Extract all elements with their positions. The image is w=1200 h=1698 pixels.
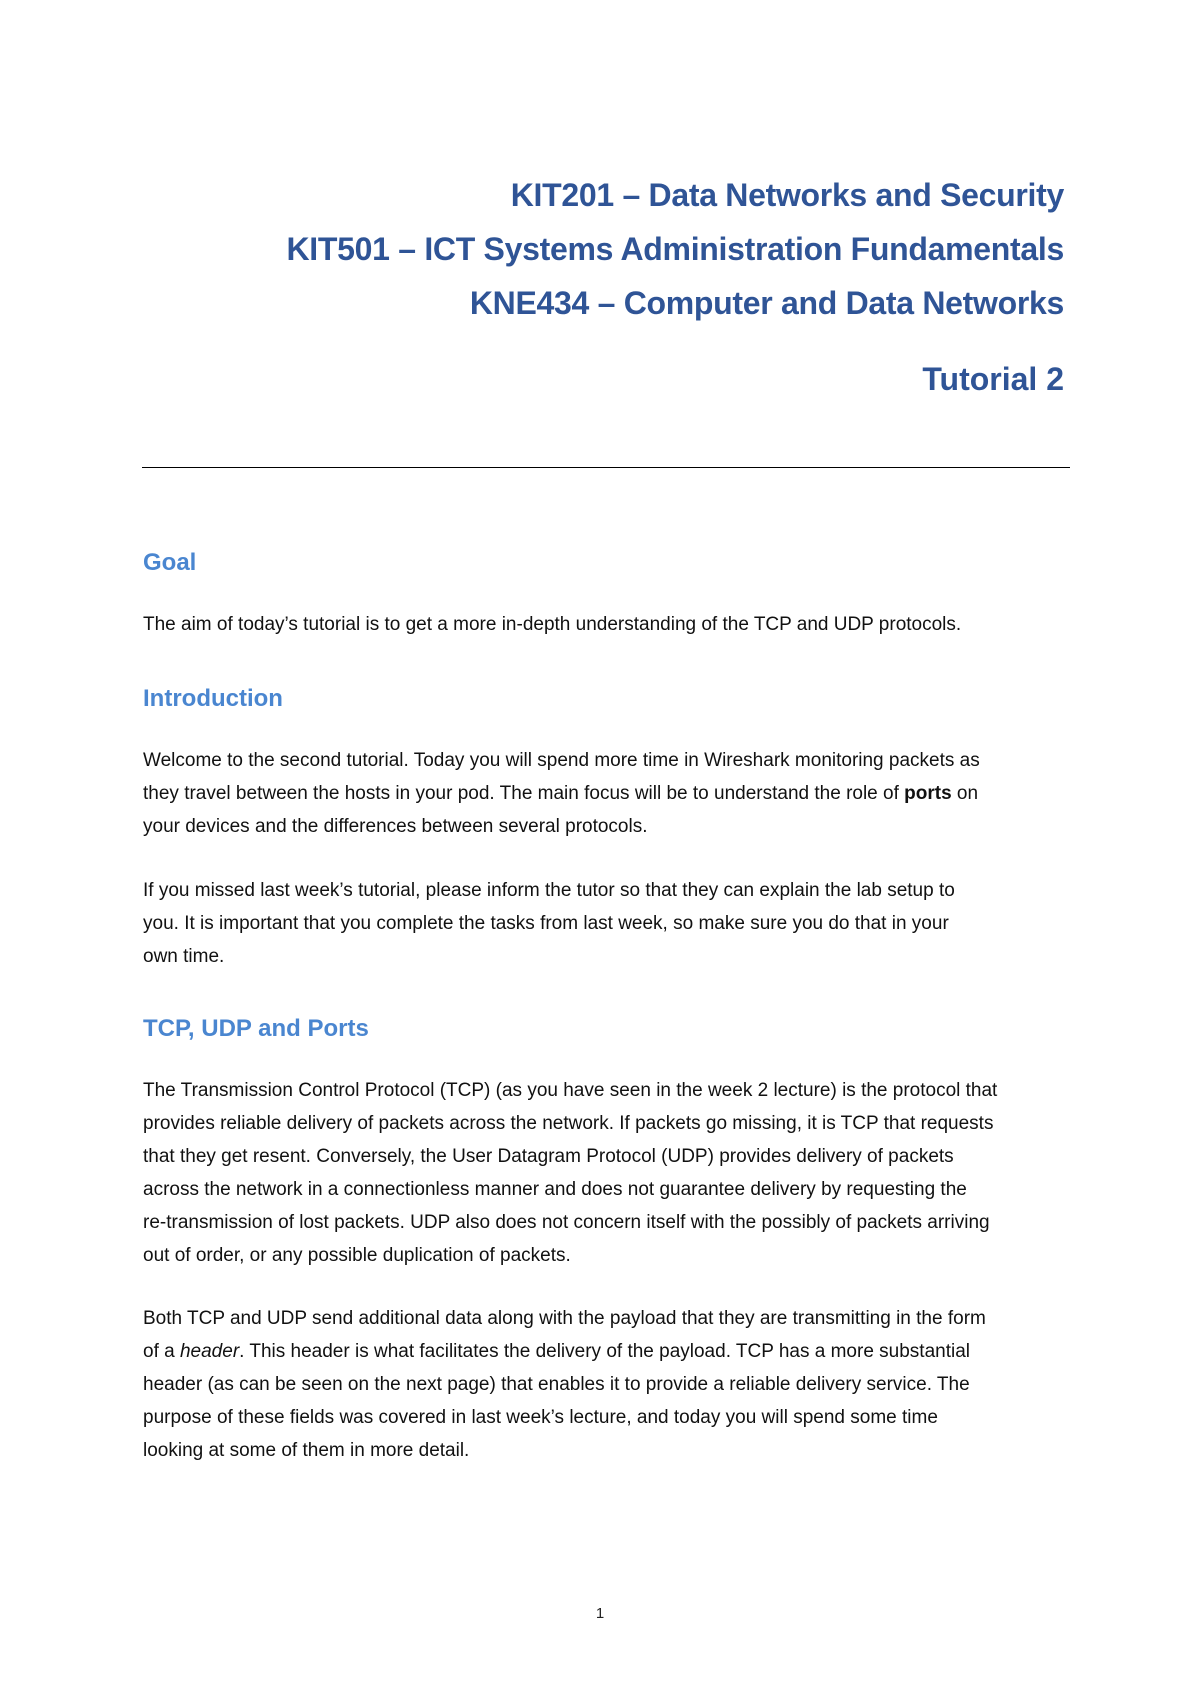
tcp-udp-paragraph-2 <box>143 1302 1073 1467</box>
paragraph-line: Welcome to the second tutorial. Today you will spend more time in Wireshark monitoring packets as <box>143 750 980 771</box>
paragraph-line: header (as can be seen on the next page) that enables it to provide a reliable delivery service. The <box>143 1374 970 1395</box>
header-keyword: header <box>179 1341 240 1362</box>
goal-text: The aim of today’s tutorial is to get a more in-depth understanding of the TCP and UDP protocols. <box>143 614 962 635</box>
ports-keyword: ports <box>904 783 952 804</box>
text-run: they travel between the hosts in your pod. The main focus will be to understand the role of <box>143 783 905 804</box>
paragraph-line: looking at some of them in more detail. <box>143 1440 470 1461</box>
paragraph-line: provides reliable delivery of packets across the network. If packets go missing, it is TCP that requests <box>143 1113 994 1134</box>
introduction-heading: Introduction <box>143 685 283 712</box>
goal-paragraph <box>143 608 1073 641</box>
paragraph-line: your devices and the differences between several protocols. <box>143 816 648 837</box>
goal-heading: Goal <box>143 549 197 576</box>
page-number: 1 <box>595 1605 605 1622</box>
tcp-udp-paragraph-1 <box>143 1074 1073 1272</box>
paragraph-line: The Transmission Control Protocol (TCP) (as you have seen in the week 2 lecture) is the protocol that <box>143 1080 998 1101</box>
paragraph-line <box>143 1335 1073 1368</box>
paragraph-line: across the network in a connectionless manner and does not guarantee delivery by requesting the <box>143 1179 967 1200</box>
paragraph-line <box>143 777 1073 810</box>
introduction-paragraph-1 <box>143 744 1073 843</box>
paragraph-line: Both TCP and UDP send additional data along with the payload that they are transmitting in the form <box>143 1308 986 1329</box>
tutorial-number: Tutorial 2 <box>922 361 1064 397</box>
course-title-kit201: KIT201 – Data Networks and Security <box>510 177 1064 213</box>
course-title-kne434: KNE434 – Computer and Data Networks <box>469 285 1064 321</box>
course-title-kit501: KIT501 – ICT Systems Administration Fundamentals <box>286 231 1064 267</box>
text-run: . This header is what facilitates the delivery of the payload. TCP has a more substantial <box>239 1341 970 1362</box>
paragraph-line: you. It is important that you complete the tasks from last week, so make sure you do that in your <box>143 913 949 934</box>
paragraph-line: that they get resent. Conversely, the User Datagram Protocol (UDP) provides delivery of packets <box>143 1146 954 1167</box>
paragraph-line: purpose of these fields was covered in last week’s lecture, and today you will spend some time <box>143 1407 938 1428</box>
paragraph-line: own time. <box>143 946 225 967</box>
tcp-udp-ports-heading: TCP, UDP and Ports <box>143 1015 369 1042</box>
paragraph-line: re-transmission of lost packets. UDP also does not concern itself with the possibly of packets arriving <box>143 1212 990 1233</box>
paragraph-line: If you missed last week’s tutorial, please inform the tutor so that they can explain the lab setup to <box>143 880 955 901</box>
title-block <box>287 168 1065 406</box>
introduction-paragraph-2 <box>143 874 1073 973</box>
text-run: on <box>951 783 979 804</box>
paragraph-line: out of order, or any possible duplication of packets. <box>143 1245 571 1266</box>
text-run: of a <box>143 1341 180 1362</box>
title-divider <box>142 467 1070 468</box>
